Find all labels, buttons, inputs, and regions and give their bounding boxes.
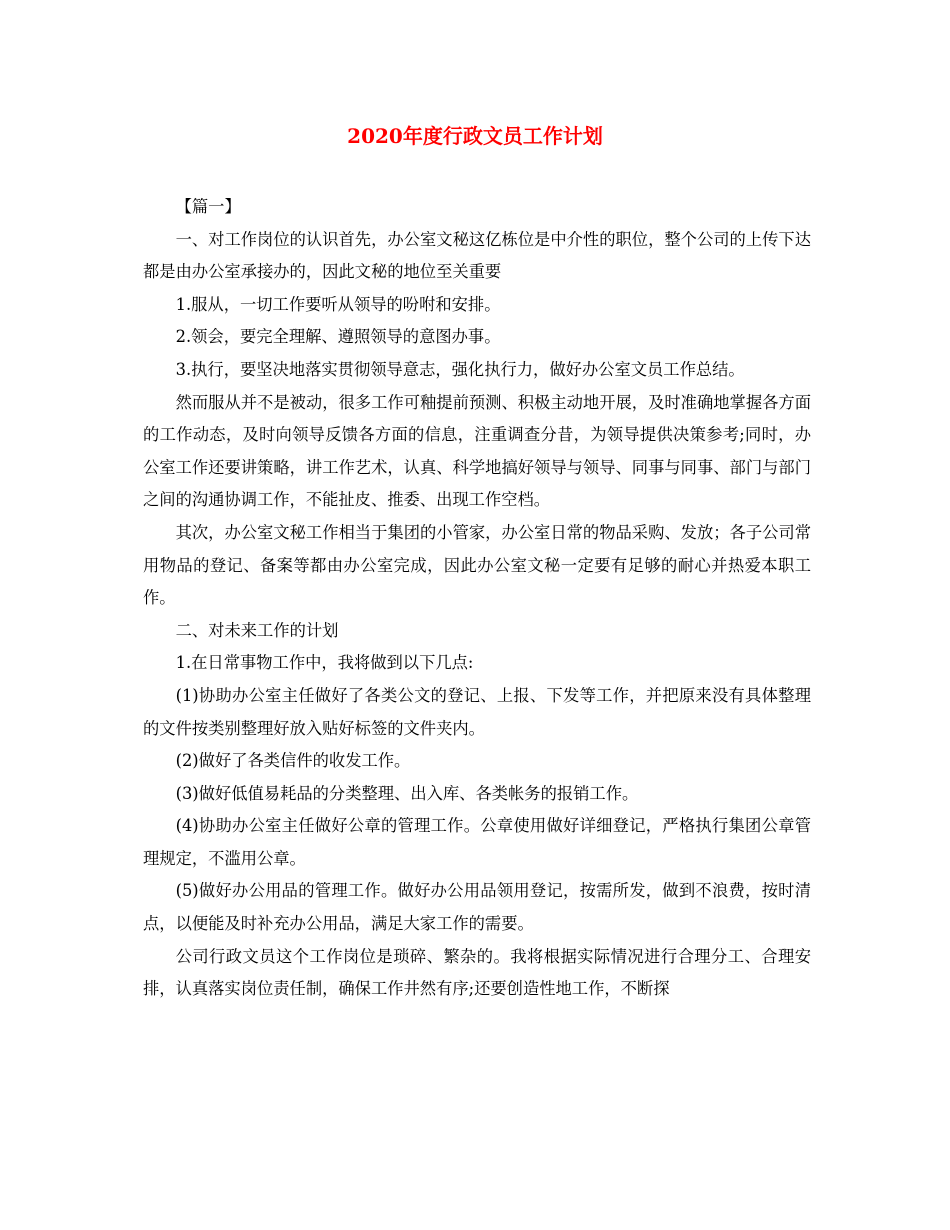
list-item: (1)协助办公室主任做好了各类公文的登记、上报、下发等工作，并把原来没有具体整理的文件按类别整理好放入贴好标签的文件夹内。 — [143, 685, 811, 738]
section-heading: 二、对未来工作的计划 — [175, 620, 339, 640]
list-item: 1.服从，一切工作要听从领导的吩咐和安排。 — [175, 294, 501, 314]
list-item: (5)做好办公用品的管理工作。做好办公用品领用登记，按需所发，做到不浪费，按时清点，以便能及时补充办公用品，满足大家工作的需要。 — [143, 881, 811, 934]
list-item: 1.在日常事物工作中，我将做到以下几点: — [175, 653, 474, 673]
list-item: (4)协助办公室主任做好公章的管理工作。公章使用做好详细登记，严格执行集团公章管理规定，不滥用公章。 — [143, 816, 811, 868]
section-heading: 【篇一】 — [175, 197, 241, 216]
paragraph: 然而服从并不是被动，很多工作可釉提前预测、积极主动地开展，及时准确地掌握各方面的工作动态，及时向领导反馈各方面的信息，注重调查分昔，为领导提供决策参考;同时，办公室工作还要讲策略，讲工作艺术，认真、科学地搞好领导与领导、同事与同事、部门与部门之间的沟通协调工作，不能扯皮、推委、出现工作空档。 — [143, 392, 811, 510]
list-item: (3)做好低值易耗品的分类整理、出入库、各类帐务的报销工作。 — [175, 783, 639, 803]
document-title: 2020年度行政文员工作计划 — [347, 124, 603, 148]
paragraph: 公司行政文员这个工作岗位是琐碎、繁杂的。我将根据实际情况进行合理分工、合理安排，认真落实岗位责任制，确保工作井然有序;还要创造性地工作，不断探 — [143, 946, 811, 999]
list-item: 2.领会，要完全理解、遵照领导的意图办事。 — [175, 327, 501, 347]
list-item: 3.执行，要坚决地落实贯彻领导意志，强化执行力，做好办公室文员工作总结。 — [175, 359, 745, 379]
paragraph: 其次，办公室文秘工作相当于集团的小管家，办公室日常的物品采购、发放；各子公司常用物品的登记、备案等都由办公室完成，因此办公室文秘一定要有足够的耐心并热爱本职工作。 — [143, 522, 811, 608]
document-body — [143, 191, 811, 1006]
paragraph: 一、对工作岗位的认识首先，办公室文秘这亿栋位是中介性的职位，整个公司的上传下达都是由办公室承接办的，因此文秘的地位至关重要 — [143, 229, 811, 282]
list-item: (2)做好了各类信件的收发工作。 — [175, 751, 411, 771]
